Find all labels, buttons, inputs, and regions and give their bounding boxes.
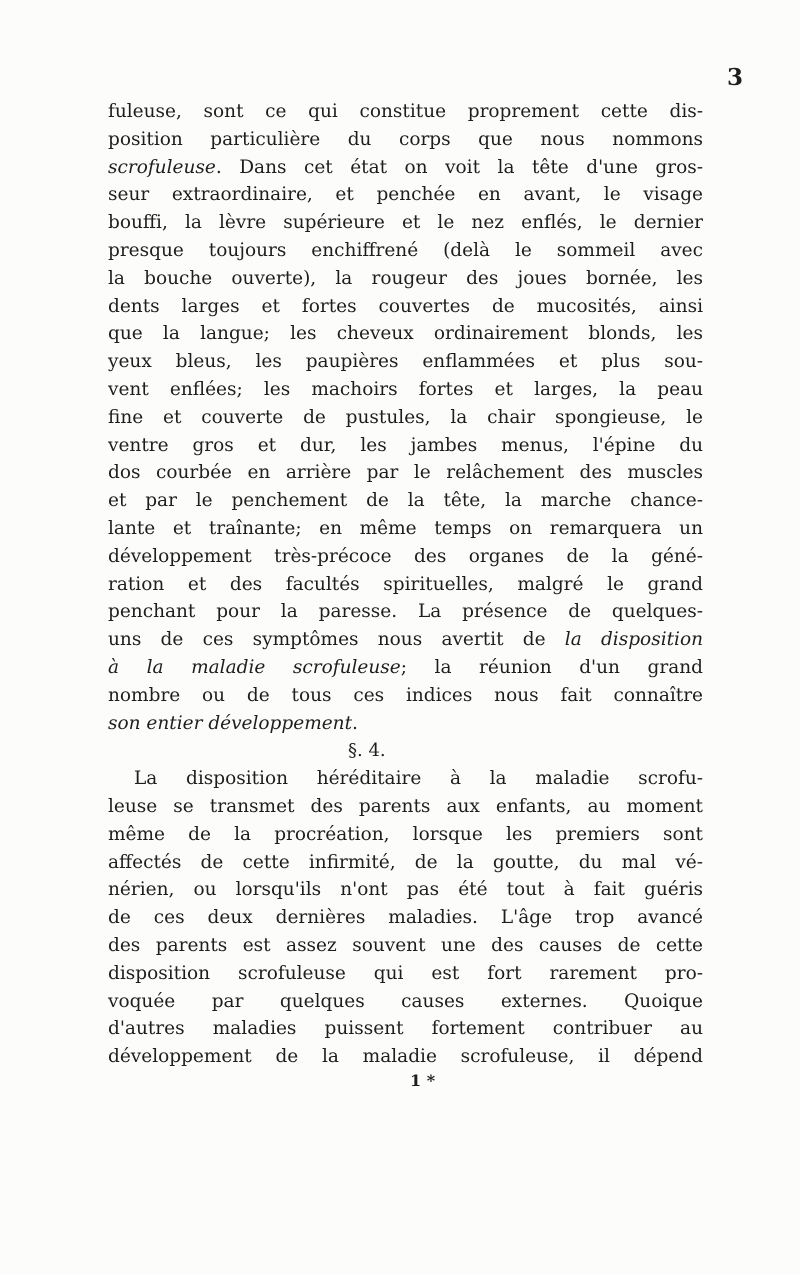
italic-term: son entier développement [108, 712, 353, 734]
body-text [108, 98, 703, 1091]
text-line: penchant pour la paresse. La présence de quelques- [108, 601, 703, 623]
text-line: dos courbée en arrière par le relâchement des muscles [108, 462, 703, 484]
text-line: à la maladie scrofuleuse; la réunion d'un grand [108, 656, 703, 678]
text-line: fine et couverte de pustules, la chair spongieuse, le [108, 406, 703, 428]
text-line: bouffi, la lèvre supérieure et le nez enflés, le dernier [108, 212, 703, 234]
text-line: seur extraordinaire, et penchée en avant, le visage [108, 184, 703, 206]
text-line: presque toujours enchiffrené (delà le sommeil avec [108, 239, 703, 261]
text-line: dents larges et fortes couvertes de mucosités, ainsi [108, 295, 703, 317]
page-number: 3 [727, 64, 744, 91]
text-line: de ces deux dernières maladies. L'âge trop avancé [108, 907, 703, 929]
text-line: voquée par quelques causes externes. Quoique [108, 990, 703, 1012]
text-line: ration et des facultés spirituelles, malgré le grand [108, 573, 703, 595]
text-line: La disposition héréditaire à la maladie scrofu- [134, 768, 703, 790]
text-line: vent enflées; les machoirs fortes et larges, la peau [108, 378, 703, 400]
text-line: affectés de cette infirmité, de la goutte, du mal vé- [108, 851, 703, 873]
text-line: lante et traînante; en même temps on remarquera un [108, 517, 703, 539]
text-line [108, 154, 703, 182]
text-line: des parents est assez souvent une des causes de cette [108, 934, 703, 956]
text-run: . Dans cet état on voit la tête d'une gros- [215, 156, 703, 178]
text-line: développement très-précoce des organes de la géné- [108, 545, 703, 567]
text-line: nérien, ou lorsqu'ils n'ont pas été tout à fait guéris [108, 879, 703, 901]
section-heading: §. 4. [348, 740, 386, 762]
text-line: d'autres maladies puissent fortement contribuer au [108, 1018, 703, 1040]
text-line: position particulière du corps que nous nommons [108, 128, 703, 150]
text-line: uns de ces symptômes nous avertit de la disposition [108, 629, 704, 651]
text-line: nombre ou de tous ces indices nous fait connaître [108, 684, 703, 706]
text-line: leuse se transmet des parents aux enfants, au moment [108, 795, 703, 817]
signature-mark: 1 * [410, 1070, 436, 1090]
text-line: son entier développement. [108, 712, 358, 734]
text-line: ventre gros et dur, les jambes menus, l'épine du [108, 434, 703, 456]
text-line: yeux bleus, les paupières enflammées et plus sou- [108, 351, 703, 373]
text-line: fuleuse, sont ce qui constitue proprement cette dis- [108, 101, 703, 122]
text-line: développement de la maladie scrofuleuse, il dépend [108, 1046, 703, 1068]
text-line: la bouche ouverte), la rougeur des joues bornée, les [108, 267, 703, 289]
text-line: que la langue; les cheveux ordinairement blonds, les [108, 323, 703, 345]
italic-term: la disposition [564, 629, 704, 651]
text-line: disposition scrofuleuse qui est fort rarement pro- [108, 962, 703, 984]
text-line: et par le penchement de la tête, la marche chance- [108, 490, 703, 512]
text-line: même de la procréation, lorsque les premiers sont [108, 823, 703, 845]
italic-term: scrofuleuse [108, 156, 216, 178]
italic-term: à la maladie scrofuleuse [108, 656, 401, 678]
